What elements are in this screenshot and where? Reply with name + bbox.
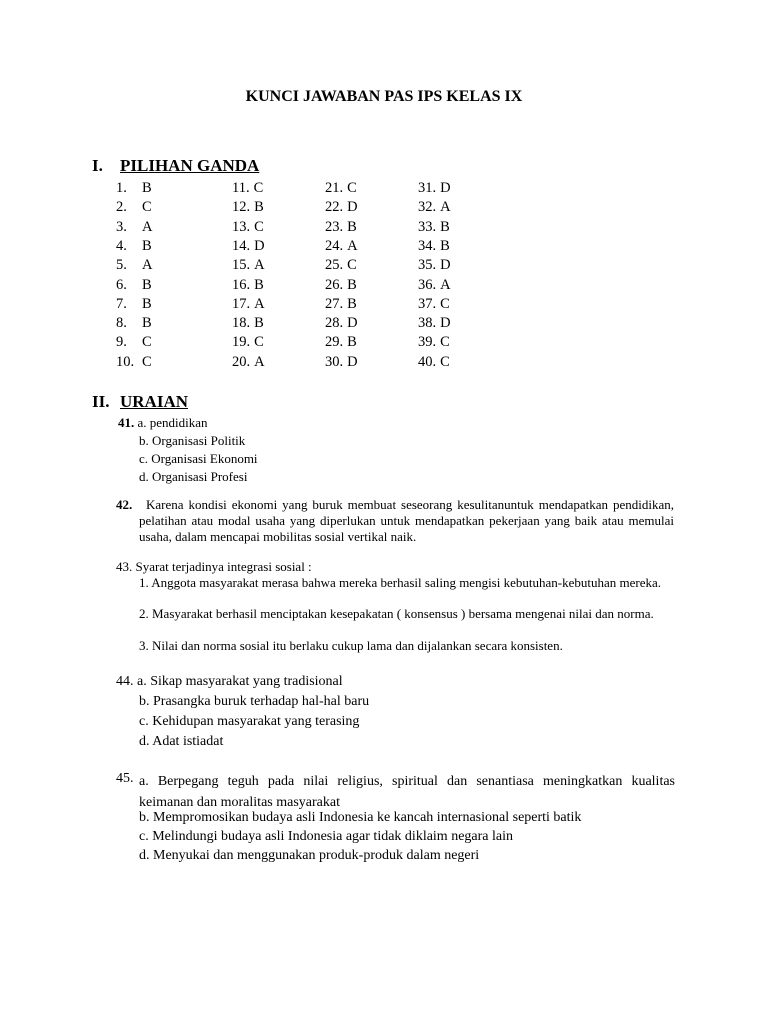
answer-number: 30. — [325, 353, 344, 370]
answer-item — [116, 238, 152, 255]
answer-number: 10. — [116, 353, 135, 370]
answer-item — [116, 199, 152, 216]
answer-number: 32. — [418, 199, 437, 216]
answer-number: 29. — [325, 334, 344, 351]
answer-item — [116, 257, 152, 274]
option-text: a. Sikap masyarakat yang tradisional — [137, 674, 343, 689]
answer-number: 24. — [325, 237, 344, 254]
answer-item — [325, 238, 358, 255]
answer-number: 6. — [116, 276, 127, 293]
answer-number: 28. — [325, 315, 344, 332]
answer-number: 26. — [325, 276, 344, 293]
answer-item — [325, 296, 357, 313]
answer-item — [116, 315, 152, 332]
answer-letter: A — [254, 295, 265, 312]
question-45-number: 45. — [116, 771, 134, 786]
answer-number: 36. — [418, 276, 437, 293]
answer-item — [116, 334, 152, 351]
answer-number: 11. — [232, 180, 250, 196]
answer-number: 21. — [325, 180, 344, 196]
answer-item — [325, 354, 358, 371]
question-number: 43. — [116, 559, 133, 574]
answer-number: 18. — [232, 315, 251, 332]
answer-letter: B — [347, 295, 357, 312]
answer-number: 27. — [325, 295, 344, 312]
answer-number: 17. — [232, 295, 251, 312]
question-number: 44. — [116, 674, 134, 689]
answer-item — [418, 354, 450, 371]
answer-number: 2. — [116, 199, 127, 216]
answer-number: 20. — [232, 353, 251, 370]
answer-letter: A — [254, 353, 265, 370]
answer-item — [325, 180, 357, 197]
answer-number: 4. — [116, 237, 127, 254]
answer-letter: C — [142, 353, 152, 370]
answer-letter: B — [142, 276, 152, 293]
answer-number: 13. — [232, 218, 251, 235]
answer-item — [232, 354, 265, 371]
answer-letter: C — [254, 218, 264, 235]
answer-letter: C — [440, 295, 450, 312]
answer-letter: A — [347, 237, 358, 254]
answer-item — [325, 334, 357, 351]
answer-letter: A — [440, 276, 451, 293]
question-44-option-d: d. Adat istiadat — [139, 734, 224, 749]
answer-item — [232, 180, 263, 197]
answer-letter: B — [142, 315, 152, 332]
question-41-option-a — [118, 415, 208, 431]
question-41-option-d: d. Organisasi Profesi — [139, 469, 248, 484]
question-44-option-b: b. Prasangka buruk terhadap hal-hal baru — [139, 694, 370, 709]
answer-letter: C — [142, 199, 152, 216]
answer-letter: A — [254, 257, 265, 274]
answer-item — [325, 199, 358, 216]
question-43-point-3: 3. Nilai dan norma sosial itu berlaku cukup lama dan dijalankan secara konsisten. — [139, 638, 563, 653]
question-42-number — [116, 497, 132, 513]
answer-item — [232, 334, 264, 351]
answer-letter: C — [347, 257, 357, 274]
answer-letter: C — [347, 180, 357, 196]
answer-item — [418, 238, 450, 255]
answer-item — [418, 296, 450, 313]
answer-item — [418, 315, 451, 332]
answer-letter: D — [440, 315, 451, 332]
answer-item — [418, 257, 451, 274]
answer-number: 3. — [116, 218, 127, 235]
answer-item — [418, 219, 450, 236]
answer-number: 33. — [418, 218, 437, 235]
question-45-option-b: b. Mempromosikan budaya asli Indonesia ke kancah internasional seperti batik — [139, 810, 582, 825]
answer-item — [116, 296, 152, 313]
answer-letter: B — [347, 218, 357, 235]
answer-item — [232, 257, 265, 274]
answer-letter: B — [347, 334, 357, 351]
answer-letter: A — [440, 199, 451, 216]
answer-item — [116, 180, 152, 197]
answer-number: 38. — [418, 315, 437, 332]
answer-item — [418, 334, 450, 351]
answer-number: 25. — [325, 257, 344, 274]
question-41-option-b: b. Organisasi Politik — [139, 433, 246, 448]
answer-number: 8. — [116, 315, 127, 332]
answer-number: 14. — [232, 237, 251, 254]
section-pilihan-ganda-heading — [92, 156, 259, 176]
answer-item — [232, 315, 264, 332]
answer-item — [116, 219, 152, 236]
answer-number: 12. — [232, 199, 251, 216]
answer-letter: B — [440, 237, 450, 254]
answer-letter: B — [440, 218, 450, 235]
question-44-option-c: c. Kehidupan masyarakat yang terasing — [139, 714, 360, 729]
answer-letter: B — [254, 199, 264, 216]
answer-letter: C — [253, 180, 264, 196]
answer-letter: C — [254, 334, 264, 351]
section-uraian-heading — [92, 392, 188, 412]
answer-item — [232, 277, 264, 294]
answer-number: 15. — [232, 257, 251, 274]
answer-number: 16. — [232, 276, 251, 293]
section-number: I. — [92, 156, 103, 175]
answer-item — [325, 277, 357, 294]
answer-letter: B — [142, 295, 152, 312]
question-43-point-2: 2. Masyarakat berhasil menciptakan kesepakatan ( konsensus ) bersama mengenai nilai dan norma. — [139, 606, 654, 621]
question-45-option-d: d. Menyukai dan menggunakan produk-produk dalam negeri — [139, 848, 480, 863]
answer-number: 1. — [116, 180, 127, 196]
answer-item — [232, 199, 264, 216]
answer-number: 39. — [418, 334, 437, 351]
answer-item — [116, 354, 152, 371]
question-45-option-c: c. Melindungi budaya asli Indonesia agar tidak diklaim negara lain — [139, 829, 513, 844]
question-intro-text: Syarat terjadinya integrasi sosial : — [135, 559, 312, 574]
answer-number: 19. — [232, 334, 251, 351]
question-43-point-1: 1. Anggota masyarakat merasa bahwa mereka berhasil saling mengisi kebutuhan-kebutuhan mereka. — [139, 575, 661, 590]
answer-number: 9. — [116, 334, 127, 351]
question-44-option-a — [116, 674, 343, 690]
answer-letter: A — [142, 257, 153, 274]
answer-item — [232, 219, 264, 236]
document-title: KUNCI JAWABAN PAS IPS KELAS IX — [245, 88, 523, 105]
answer-letter: D — [440, 257, 451, 274]
answer-item — [325, 219, 357, 236]
answer-letter: B — [142, 237, 152, 254]
question-41-option-c: c. Organisasi Ekonomi — [139, 451, 258, 466]
answer-number: 31. — [418, 180, 437, 196]
answer-letter: C — [142, 334, 152, 351]
answer-letter: B — [142, 180, 152, 196]
option-text: a. pendidikan — [137, 415, 208, 430]
answer-letter: D — [254, 237, 265, 254]
question-number: 42. — [116, 497, 133, 512]
answer-item — [325, 257, 357, 274]
answer-item — [116, 277, 152, 294]
answer-item — [232, 238, 265, 255]
answer-letter: D — [347, 199, 358, 216]
answer-number: 5. — [116, 257, 127, 274]
answer-letter: B — [254, 315, 264, 332]
answer-item — [232, 296, 265, 313]
answer-number: 37. — [418, 295, 437, 312]
question-42-answer: Karena kondisi ekonomi yang buruk membuat seseorang kesulitanuntuk mendapatkan pendidikan, pelatihan atau modal usaha yang diperlukan untuk mendapatkan pekerjaan yang baik atau memulai usaha, dalam mencapai mobilitas sosial vertikal naik. — [139, 497, 674, 545]
section-number: II. — [92, 392, 110, 411]
answer-letter: B — [254, 276, 264, 293]
answer-item — [418, 277, 451, 294]
answer-item — [325, 315, 358, 332]
section-label: URAIAN — [120, 392, 188, 411]
answer-number: 40. — [418, 353, 437, 370]
answer-item — [418, 180, 451, 197]
answer-letter: C — [440, 334, 450, 351]
answer-letter: C — [440, 353, 450, 370]
question-number: 41. — [118, 415, 135, 430]
question-43-intro — [116, 559, 312, 575]
answer-number: 34. — [418, 237, 437, 254]
answer-letter: A — [142, 218, 153, 235]
answer-number: 23. — [325, 218, 344, 235]
answer-letter: D — [347, 315, 358, 332]
answer-number: 22. — [325, 199, 344, 216]
answer-number: 7. — [116, 295, 127, 312]
answer-letter: D — [347, 353, 358, 370]
answer-number: 35. — [418, 257, 437, 274]
answer-letter: B — [347, 276, 357, 293]
question-45-option-a: a. Berpegang teguh pada nilai religius, spiritual dan senantiasa meningkatkan kualitas keimanan dan moralitas masyarakat — [139, 774, 675, 810]
section-label: PILIHAN GANDA — [120, 156, 260, 175]
answer-item — [418, 199, 451, 216]
answer-letter: D — [440, 180, 451, 196]
